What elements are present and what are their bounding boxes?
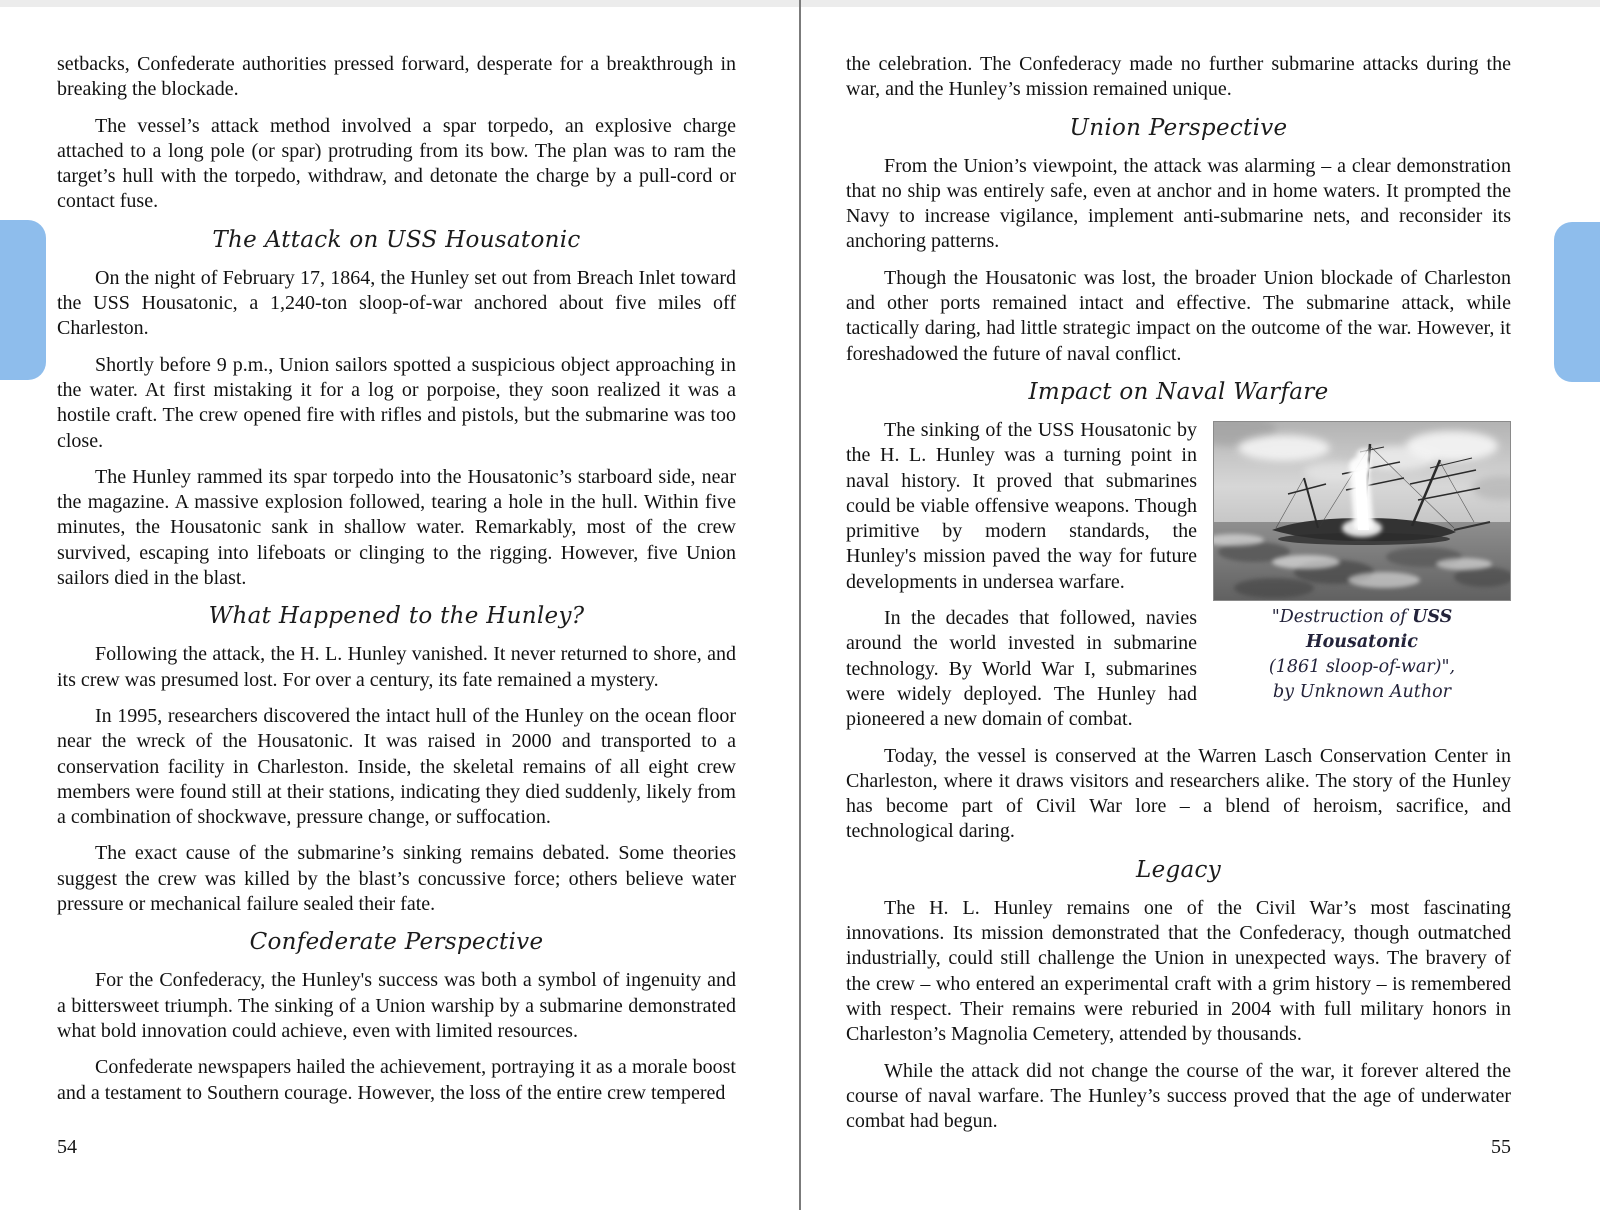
paragraph: In the decades that followed, navies around the world invested in submarine technology. By World War I, submarines were widely deployed. The Hunley had pioneered a new domain of combat. <box>846 607 1197 731</box>
section-heading-union-perspective: Union Perspective <box>1069 114 1288 141</box>
paragraph: The exact cause of the submarine’s sinking remains debated. Some theories suggest the crew was killed by the blast’s concussive force; others believe water pressure or mechanical failure sealed their fate. <box>57 842 736 916</box>
paragraph: From the Union’s viewpoint, the attack was alarming – a clear demonstration that no ship was entirely safe, even at anchor and in home waters. It prompted the Navy to increase vigilance, implement anti-submarine nets, and reconsider its anchoring patterns. <box>846 154 1511 253</box>
paragraph: The vessel’s attack method involved a spar torpedo, an explosive charge attached to a long pole (or spar) protruding from its bow. The plan was to ram the target’s hull with the torpedo, withdraw, and detonate the charge by a pull-cord or contact fuse. <box>57 114 736 213</box>
caption-line1-pre: "Destruction of <box>1271 606 1413 627</box>
section-heading-confederate-perspective: Confederate Perspective <box>249 929 544 956</box>
paragraph: The Hunley rammed its spar torpedo into the Housatonic’s starboard side, near the magazine. A massive explosion followed, tearing a hole in the hull. Within five minutes, the Housatonic sank in shallow water. Remarkably, most of the crew survived, escaping into lifeboats or clinging to the rigging. However, five Union sailors died in the blast. <box>57 465 736 590</box>
sinking-ship-illustration <box>1214 422 1510 600</box>
paragraph: Though the Housatonic was lost, the broader Union blockade of Charleston and other ports remained intact and effective. The submarine attack, while tactically daring, had little strategic impact on the outcome of the war. However, it foreshadowed the future of naval conflict. <box>846 266 1511 365</box>
sinking-ship-engraving-image <box>1213 421 1511 601</box>
paragraph: The sinking of the USS Housatonic by the H. L. Hunley was a turning point in naval history. It proved that submarines could be viable offensive weapons. Though primitive by modern standards, the Hunley's mission paved the way for future developments in undersea warfare. <box>846 418 1197 593</box>
section-heading-attack: The Attack on USS Housatonic <box>212 226 581 253</box>
paragraph: Following the attack, the H. L. Hunley vanished. It never returned to shore, and its crew was presumed lost. For over a century, its fate remained a mystery. <box>57 643 736 691</box>
paragraph: Shortly before 9 p.m., Union sailors spotted a suspicious object approaching in the water. At first mistaking it for a log or porpoise, they soon realized it was a hostile craft. The crew opened fire with rifles and pistols, but the submarine was too close. <box>57 353 736 452</box>
paragraph: the celebration. The Confederacy made no further submarine attacks during the war, and the Hunley’s mission remained unique. <box>846 53 1511 101</box>
caption-line3: by Unknown Author <box>1272 681 1451 702</box>
caption-ship-name: USS Housatonic <box>1306 606 1453 652</box>
page-divider <box>799 0 801 1210</box>
paragraph: Confederate newspapers hailed the achievement, portraying it as a morale boost and a testament to Southern courage. However, the loss of the entire crew tempered <box>57 1056 736 1104</box>
section-heading-impact: Impact on Naval Warfare <box>1028 378 1329 405</box>
page-number-left: 54 <box>57 1136 77 1158</box>
housatonic-figure <box>1213 421 1511 705</box>
section-heading-legacy: Legacy <box>1136 856 1221 883</box>
paragraph: While the attack did not change the course of the war, it forever altered the course of naval warfare. The Hunley’s success proved that the age of underwater combat had begun. <box>846 1059 1511 1133</box>
figure-caption <box>1213 605 1511 705</box>
caption-line2: (1861 sloop-of-war)", <box>1268 656 1456 677</box>
paragraph: setbacks, Confederate authorities pressed forward, desperate for a breakthrough in breaking the blockade. <box>57 53 736 101</box>
paragraph: The H. L. Hunley remains one of the Civil War’s most fascinating innovations. Its mission demonstrated that the Confederacy, though outmatched industrially, could still challenge the Union in unexpected ways. The bravery of the crew – who entered an experimental craft with a grim history – is remembered with respect. Their remains were reburied in 2004 with full military honors in Charleston’s Magnolia Cemetery, attended by thousands. <box>846 896 1511 1046</box>
section-heading-what-happened: What Happened to the Hunley? <box>208 603 585 630</box>
paragraph: In 1995, researchers discovered the intact hull of the Hunley on the ocean floor near the wreck of the Housatonic. It was raised in 2000 and transported to a conservation facility in Charleston. Inside, the skeletal remains of all eight crew members were found still at their stations, indicating they died suddenly, likely from a combination of shockwave, pressure change, or suffocation. <box>57 704 736 829</box>
paragraph: Today, the vessel is conserved at the Warren Lasch Conservation Center in Charleston, where it draws visitors and researchers alike. The story of the Hunley has become part of Civil War lore – a blend of heroism, sacrifice, and technological daring. <box>846 744 1511 843</box>
paragraph: For the Confederacy, the Hunley's success was both a symbol of ingenuity and a bittersweet triumph. The sinking of a Union warship by a submarine demonstrated what bold innovation could achieve, even with limited resources. <box>57 969 736 1042</box>
page-right <box>800 0 1600 1210</box>
paragraph: On the night of February 17, 1864, the Hunley set out from Breach Inlet toward the USS Housatonic, a 1,240-ton sloop-of-war anchored about five miles off Charleston. <box>57 266 736 340</box>
page-number-right: 55 <box>1491 1136 1511 1158</box>
